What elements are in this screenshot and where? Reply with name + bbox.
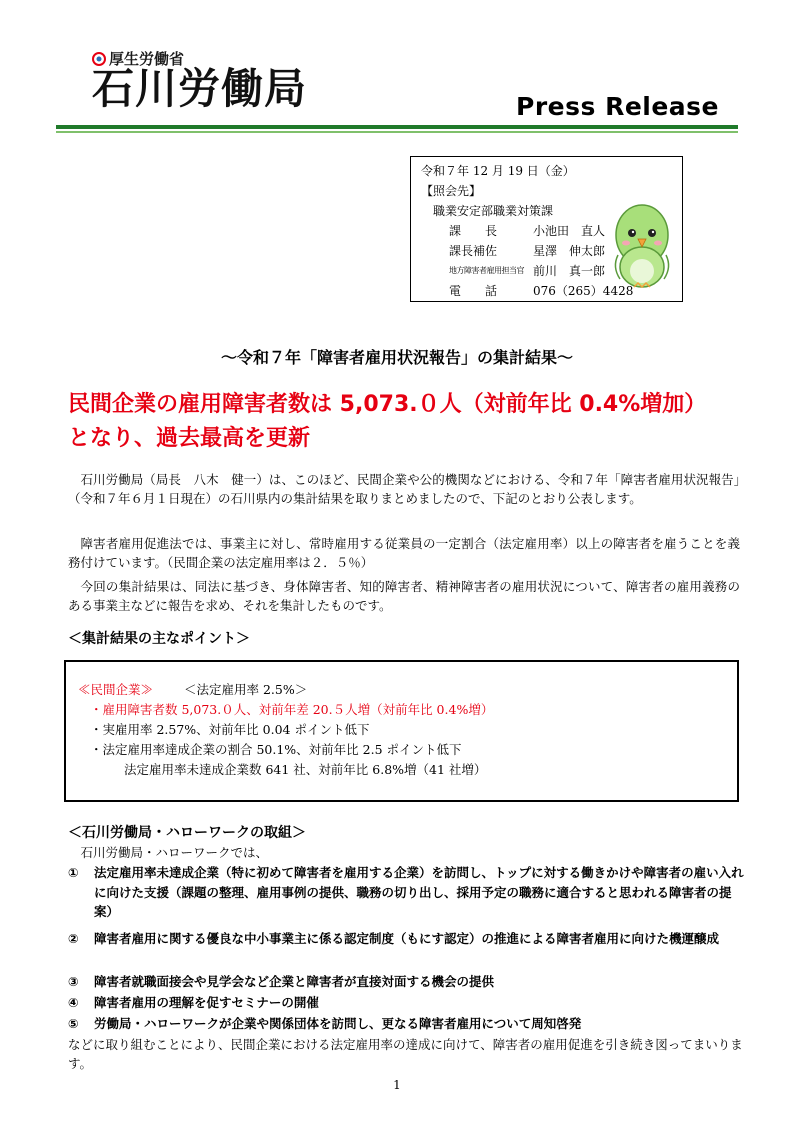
initiative-text: 障害者雇用の理解を促すセミナーの開催 bbox=[94, 995, 319, 1010]
points-bullet-unachieved: 法定雇用率未達成企業数 641 社、対前年比 6.8%増（41 社増） bbox=[124, 762, 487, 777]
page-number: 1 bbox=[393, 1078, 401, 1092]
points-heading: ＜集計結果の主なポイント＞ bbox=[68, 631, 250, 647]
initiative-number: ⑤ bbox=[68, 1016, 79, 1031]
initiative-number: ② bbox=[68, 931, 79, 946]
points-bullet-employees: ・雇用障害者数 5,073.０人、対前年差 20.５人増（対前年比 0.4%増） bbox=[90, 702, 494, 717]
contact-name: 星澤 伸太郎 bbox=[533, 244, 606, 258]
contact-title: 地方障害者雇用担当官 bbox=[449, 266, 524, 275]
contact-name: 前川 真一郎 bbox=[533, 264, 606, 278]
mascot-bird-icon bbox=[608, 195, 676, 291]
intro-paragraph-3: 今回の集計結果は、同法に基づき、身体障害者、知的障害者、精神障害者の雇用状況について、障害者の雇用義務のある事業主などに報告を求め、それを集計したものです。 bbox=[68, 579, 740, 613]
points-bullet-rate: ・実雇用率 2.57%、対前年比 0.04 ポイント低下 bbox=[90, 722, 370, 737]
initiative-item bbox=[68, 993, 748, 1013]
bureau-name: 石川労働局 bbox=[92, 64, 308, 113]
contact-phone: 076（265）4428 bbox=[533, 284, 634, 298]
points-bullet-achievement: ・法定雇用率達成企業の割合 50.1%、対前年比 2.5 ポイント低下 bbox=[90, 742, 462, 757]
contact-title: 課長補佐 bbox=[449, 244, 498, 258]
headline-line-1: 民間企業の雇用障害者数は 5,073.０人（対前年比 0.4%増加） bbox=[68, 392, 707, 417]
subtitle: ～令和７年「障害者雇用状況報告」の集計結果～ bbox=[220, 348, 573, 367]
initiative-text: 法定雇用率未達成企業（特に初めて障害者を雇用する企業）を訪問し、トップに対する働きかけや障害者の雇い入れに向けた支援（課題の整理、雇用事例の提供、職務の切り出し、採用予定の職務に適合すると思われる障害者の提案） bbox=[94, 865, 744, 919]
contact-title: 電 話 bbox=[449, 284, 498, 298]
initiative-text: 障害者雇用に関する優良な中小事業主に係る認定制度（もにす認定）の推進による障害者雇用に向けた機運醸成 bbox=[94, 931, 720, 946]
header-rule bbox=[56, 125, 738, 129]
initiative-item bbox=[68, 863, 748, 922]
initiative-number: ④ bbox=[68, 995, 79, 1010]
initiatives-heading: ＜石川労働局・ハローワークの取組＞ bbox=[68, 825, 306, 841]
initiative-text: 障害者就職面接会や見学会など企業と障害者が直接対面する機会の提供 bbox=[94, 974, 495, 989]
initiative-text: 労働局・ハローワークが企業や関係団体を訪問し、更なる障害者雇用について周知啓発 bbox=[94, 1016, 582, 1031]
press-release-label: Press Release bbox=[516, 92, 720, 121]
initiatives-lead: 石川労働局・ハローワークでは、 bbox=[80, 845, 269, 860]
initiative-number: ③ bbox=[68, 974, 79, 989]
initiative-item bbox=[68, 1014, 748, 1034]
headline bbox=[68, 388, 706, 456]
contact-name: 小池田 直人 bbox=[533, 224, 606, 238]
contact-department: 職業安定部職業対策課 bbox=[433, 204, 554, 218]
header-rule-secondary bbox=[56, 131, 738, 133]
initiative-number: ① bbox=[68, 865, 79, 880]
points-rate-note: ＜法定雇用率 2.5%＞ bbox=[184, 682, 308, 697]
headline-line-2: となり、過去最高を更新 bbox=[68, 426, 311, 451]
contact-title: 課 長 bbox=[449, 224, 498, 238]
ministry-label: 厚生労働省 bbox=[109, 50, 185, 68]
contact-heading: 【照会先】 bbox=[421, 184, 482, 198]
intro-paragraph-1: 石川労働局（局長 八木 健一）は、このほど、民間企業や公的機関などにおける、令和７年「障害者雇用状況報告」（令和７年６月１日現在）の石川県内の集計結果を取りまとめましたので、下記のとおり公表します。 bbox=[68, 472, 740, 506]
contact-box bbox=[410, 156, 683, 302]
intro-paragraph-2: 障害者雇用促進法では、事業主に対し、常時雇用する従業員の一定割合（法定雇用率）以上の障害者を雇うことを義務付けています。（民間企業の法定雇用率は２．５％） bbox=[68, 536, 740, 570]
initiatives-closing: などに取り組むことにより、民間企業における法定雇用率の達成に向けて、障害者の雇用促進を引き続き図ってまいります。 bbox=[68, 1037, 743, 1071]
initiative-item bbox=[68, 972, 748, 992]
release-date: 令和７年 12 月 19 日（金） bbox=[421, 164, 575, 178]
initiative-item bbox=[68, 929, 748, 949]
points-category: ≪民間企業≫ bbox=[78, 682, 154, 697]
points-box bbox=[64, 660, 739, 802]
